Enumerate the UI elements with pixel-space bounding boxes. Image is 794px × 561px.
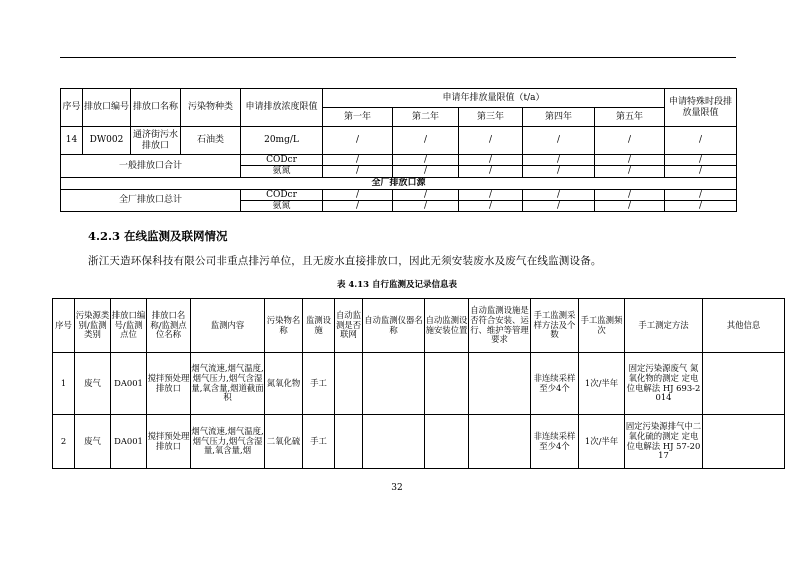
header-cell: 自动监测仪器名称 (363, 299, 425, 353)
cell-value: / (323, 201, 393, 212)
general-total-label: 一般排放口合计 (61, 155, 241, 178)
cell-value: / (459, 155, 523, 166)
cell-value: / (595, 201, 665, 212)
item-ammonia: 氨氮 (241, 166, 323, 177)
section-paragraph: 浙江天造环保科技有限公司非重点排污单位，且无废水直接排放口，因此无须安装废水及废气在线监测设备。 (88, 255, 602, 267)
header-cell: 序号 (53, 299, 75, 353)
header-cell: 污染源类别/监测类别 (75, 299, 111, 353)
header-cell: 排放口名称/监测点位名称 (147, 299, 191, 353)
cell-empty (469, 415, 531, 469)
cell-freq: 1次/半年 (579, 415, 625, 469)
cell-method: 固定污染源废气 氮氧化物的测定 定电位电解法 HJ 693-2014 (625, 353, 703, 415)
cell-value: / (523, 201, 595, 212)
cell-type: 废气 (75, 353, 111, 415)
cell-value: / (595, 127, 665, 155)
cell-point: DA001 (111, 415, 147, 469)
header-cell: 监测内容 (191, 299, 265, 353)
item-codcr: CODcr (241, 155, 323, 166)
cell-value: / (323, 155, 393, 166)
table-caption: 表 4.13 自行监测及记录信息表 (336, 280, 458, 290)
header-cell: 手工监测频次 (579, 299, 625, 353)
emission-limit-table (60, 88, 737, 212)
cell-value: / (393, 127, 459, 155)
page-number: 32 (391, 483, 403, 493)
table-row (61, 127, 737, 155)
cell-value: / (595, 155, 665, 166)
header-pollutant: 污染物种类 (181, 89, 241, 127)
cell-point-name: 搅拌预处理排放口 (147, 415, 191, 469)
header-cell: 自动监测设施是否符合安装、运行、维护等管理要求 (469, 299, 531, 353)
cell-outlet-name: 通济街污水排放口 (131, 127, 181, 155)
cell-value: / (523, 166, 595, 177)
cell-pollutant: 二氧化硫 (265, 415, 303, 469)
header-year-3: 第三年 (459, 108, 523, 127)
header-conc-limit: 申请排放浓度限值 (241, 89, 323, 127)
cell-pollutant: 氮氧化物 (265, 353, 303, 415)
plant-section-title: 全厂排放口源 (61, 177, 737, 189)
cell-value: / (323, 166, 393, 177)
cell-other (703, 415, 785, 469)
cell-sampling: 非连续采样 至少4个 (531, 353, 579, 415)
cell-value: / (665, 201, 737, 212)
table-row (53, 415, 785, 469)
cell-value: / (393, 155, 459, 166)
cell-method: 固定污染源排气中二氧化硫的测定 定电位电解法 HJ 57-2017 (625, 415, 703, 469)
table-row (53, 353, 785, 415)
cell-empty (425, 353, 469, 415)
cell-empty (363, 415, 425, 469)
header-outlet-name: 排放口名称 (131, 89, 181, 127)
header-year-5: 第五年 (595, 108, 665, 127)
cell-value: / (665, 189, 737, 200)
monitoring-info-table (52, 298, 785, 469)
cell-value: / (665, 127, 737, 155)
cell-value: / (393, 166, 459, 177)
header-outlet-no: 排放口编号 (83, 89, 131, 127)
cell-value: / (523, 127, 595, 155)
cell-value: / (523, 189, 595, 200)
item-ammonia: 氨氮 (241, 201, 323, 212)
cell-other (703, 353, 785, 415)
cell-seq: 2 (53, 415, 75, 469)
header-cell: 其他信息 (703, 299, 785, 353)
header-cell: 手工测定方法 (625, 299, 703, 353)
header-cell: 监测设施 (303, 299, 335, 353)
cell-value: / (459, 166, 523, 177)
cell-value: / (323, 127, 393, 155)
cell-empty (469, 353, 531, 415)
section-heading: 4.2.3 在线监测及联网情况 (88, 229, 228, 243)
cell-outlet-no: DW002 (83, 127, 131, 155)
cell-value: / (665, 155, 737, 166)
cell-value: / (595, 166, 665, 177)
cell-empty (363, 353, 425, 415)
cell-value: / (393, 189, 459, 200)
cell-pollutant: 石油类 (181, 127, 241, 155)
header-cell: 污染物名称 (265, 299, 303, 353)
cell-value: / (523, 155, 595, 166)
cell-point: DA001 (111, 353, 147, 415)
header-annual-limit: 申请年排放量限值（t/a） (323, 89, 665, 108)
cell-empty (335, 415, 363, 469)
cell-value: / (459, 127, 523, 155)
header-seq: 序号 (61, 89, 83, 127)
cell-conc: 20mg/L (241, 127, 323, 155)
header-cell: 手工监测采样方法及个数 (531, 299, 579, 353)
cell-point-name: 搅拌预处理排放口 (147, 353, 191, 415)
cell-content: 烟气流速,烟气温度,烟气压力,烟气含湿量,氧含量,烟道截面积 (191, 353, 265, 415)
cell-facility: 手工 (303, 415, 335, 469)
header-rule (60, 57, 736, 58)
cell-facility: 手工 (303, 353, 335, 415)
cell-value: / (459, 201, 523, 212)
cell-value: / (459, 189, 523, 200)
header-year-1: 第一年 (323, 108, 393, 127)
cell-empty (425, 415, 469, 469)
cell-freq: 1次/半年 (579, 353, 625, 415)
plant-total-label: 全厂排放口总计 (61, 189, 241, 212)
cell-type: 废气 (75, 415, 111, 469)
cell-seq: 1 (53, 353, 75, 415)
cell-value: / (393, 201, 459, 212)
cell-empty (335, 353, 363, 415)
header-cell: 自动监测是否联网 (335, 299, 363, 353)
cell-sampling: 非连续采样 至少4个 (531, 415, 579, 469)
header-cell: 自动监测设施安装位置 (425, 299, 469, 353)
header-special-limit: 申请特殊时段排放量限值 (665, 89, 737, 127)
header-year-4: 第四年 (523, 108, 595, 127)
header-year-2: 第二年 (393, 108, 459, 127)
cell-seq: 14 (61, 127, 83, 155)
cell-value: / (665, 166, 737, 177)
header-cell: 排放口编号/监测点位 (111, 299, 147, 353)
cell-value: / (323, 189, 393, 200)
cell-content: 烟气流速,烟气温度,烟气压力,烟气含湿量,氧含量,烟 (191, 415, 265, 469)
cell-value: / (595, 189, 665, 200)
item-codcr: CODcr (241, 189, 323, 200)
